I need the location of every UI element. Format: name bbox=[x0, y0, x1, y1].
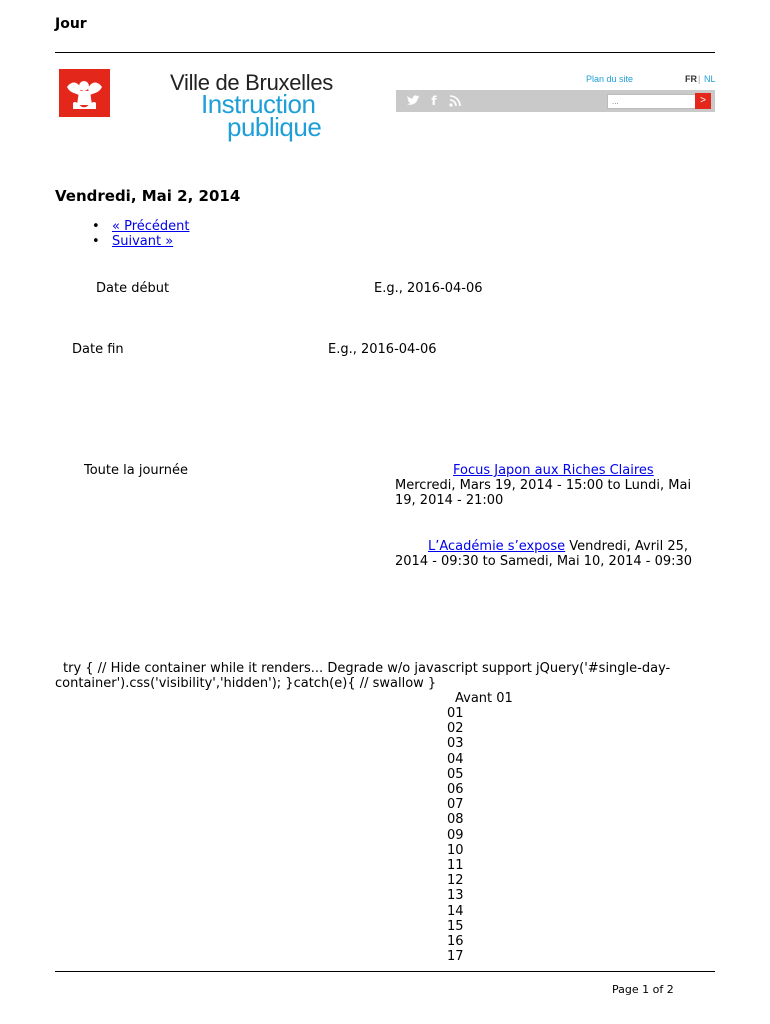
header-rule bbox=[55, 52, 715, 53]
sitemap-link[interactable]: Plan du site bbox=[586, 74, 634, 84]
next-day-link[interactable]: Suivant » bbox=[112, 234, 174, 249]
hour-option[interactable]: 15 bbox=[447, 919, 464, 934]
language-fr[interactable]: FR bbox=[685, 74, 697, 84]
page-header-title: Jour bbox=[55, 16, 87, 32]
brand-city-name: Ville de Bruxelles bbox=[170, 70, 333, 95]
all-day-label: Toute la journée bbox=[84, 463, 189, 478]
event-title-link[interactable]: Focus Japon aux Riches Claires bbox=[453, 463, 654, 478]
hour-option[interactable]: 09 bbox=[447, 828, 464, 843]
search-input[interactable] bbox=[607, 94, 697, 109]
day-title: Vendredi, Mai 2, 2014 bbox=[55, 187, 241, 205]
hour-option[interactable]: 04 bbox=[447, 752, 464, 767]
hour-option[interactable]: 13 bbox=[447, 888, 464, 903]
facebook-icon[interactable]: f bbox=[431, 94, 437, 108]
event-dates: Vendredi, Avril 25, bbox=[565, 539, 689, 554]
hour-option[interactable]: 16 bbox=[447, 934, 464, 949]
end-date-label: Date fin bbox=[72, 342, 124, 357]
start-date-hint: E.g., 2016-04-06 bbox=[374, 281, 483, 296]
event-dates-cont: 2014 - 09:30 to Samedi, Mai 10, 2014 - 09:30 bbox=[395, 554, 693, 569]
bullet-icon: • bbox=[92, 219, 100, 234]
hour-option[interactable]: 11 bbox=[447, 858, 464, 873]
start-date-label: Date début bbox=[96, 281, 170, 296]
event-title-link[interactable]: L’Académie s’expose bbox=[428, 539, 566, 554]
hour-option[interactable]: 08 bbox=[447, 812, 464, 827]
angel-emblem-icon bbox=[59, 69, 110, 117]
hour-option[interactable]: 12 bbox=[447, 873, 464, 888]
end-date-hint: E.g., 2016-04-06 bbox=[328, 342, 437, 357]
brand-subtitle-line1: Instruction bbox=[201, 89, 316, 119]
script-fallback-text bbox=[55, 661, 715, 691]
footer-rule bbox=[55, 971, 715, 972]
script-line: try { // Hide container while it renders... Degrade w/o javascript support jQuery('#single-day- bbox=[63, 661, 671, 676]
hour-option[interactable]: 17 bbox=[447, 949, 464, 964]
event-dates: Mercredi, Mars 19, 2014 - 15:00 to Lundi, Mai bbox=[395, 478, 692, 493]
utility-bar bbox=[396, 90, 715, 112]
hour-option[interactable]: 07 bbox=[447, 797, 464, 812]
event-item bbox=[395, 539, 700, 569]
pager-item-next bbox=[92, 234, 242, 249]
prev-day-link[interactable]: « Précédent bbox=[112, 219, 190, 234]
event-dates-cont: 19, 2014 - 21:00 bbox=[395, 493, 504, 508]
hour-option[interactable]: 03 bbox=[447, 736, 464, 751]
hour-option[interactable]: 05 bbox=[447, 767, 464, 782]
brussels-logo[interactable] bbox=[59, 69, 110, 117]
rss-icon[interactable] bbox=[447, 93, 463, 109]
language-separator: | bbox=[698, 74, 701, 84]
pager-item-prev bbox=[92, 219, 242, 234]
language-nl[interactable]: NL bbox=[704, 74, 716, 84]
brand-subtitle-line2: publique bbox=[227, 112, 322, 142]
twitter-icon[interactable] bbox=[405, 93, 421, 109]
hour-option[interactable]: 14 bbox=[447, 904, 464, 919]
page-number: Page 1 of 2 bbox=[612, 983, 674, 996]
hour-option-before[interactable]: Avant 01 bbox=[455, 691, 513, 706]
hour-option[interactable]: 10 bbox=[447, 843, 464, 858]
hour-option[interactable]: 02 bbox=[447, 721, 464, 736]
event-item bbox=[395, 463, 700, 508]
bullet-icon: • bbox=[92, 234, 100, 249]
hour-option[interactable]: 06 bbox=[447, 782, 464, 797]
search-submit-button[interactable]: > bbox=[695, 93, 711, 109]
script-line: container').css('visibility','hidden'); }catch(e){ // swallow } bbox=[55, 676, 437, 691]
hour-option[interactable]: 01 bbox=[447, 706, 464, 721]
day-pager bbox=[92, 219, 242, 249]
